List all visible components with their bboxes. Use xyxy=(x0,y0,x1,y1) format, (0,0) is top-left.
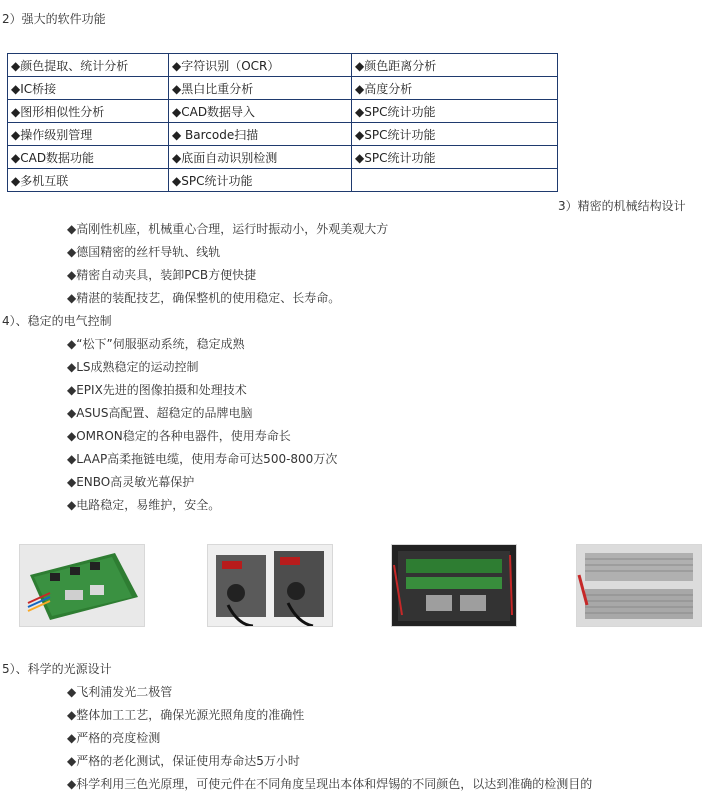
mechanical-item: ◆精密自动夹具，装卸PCB方便快捷 xyxy=(67,268,257,282)
electrical-item: ◆OMRON稳定的各种电器件，使用寿命长 xyxy=(67,429,291,443)
table-cell: ◆CAD数据导入 xyxy=(169,100,352,123)
electrical-item: ◆“松下”伺服驱动系统，稳定成熟 xyxy=(67,337,245,351)
table-cell xyxy=(352,169,558,192)
light-source-item: ◆严格的亮度检测 xyxy=(67,731,161,745)
table-cell: ◆颜色提取、统计分析 xyxy=(8,54,169,77)
electrical-item: ◆LAAP高柔拖链电缆，使用寿命可达500-800万次 xyxy=(67,452,338,466)
table-cell: ◆SPC统计功能 xyxy=(352,100,558,123)
table-cell: ◆操作级别管理 xyxy=(8,123,169,146)
table-cell: ◆颜色距离分析 xyxy=(352,54,558,77)
section-2-title: 2）强大的软件功能 xyxy=(2,12,106,26)
table-cell: ◆IC桥接 xyxy=(8,77,169,100)
table-cell: ◆CAD数据功能 xyxy=(8,146,169,169)
table-cell: ◆SPC统计功能 xyxy=(169,169,352,192)
mechanical-item: ◆德国精密的丝杆导轨、线轨 xyxy=(67,245,221,259)
table-row xyxy=(8,169,558,192)
mechanical-item: ◆精湛的装配技艺，确保整机的使用稳定、长寿命。 xyxy=(67,291,341,305)
table-cell: ◆黑白比重分析 xyxy=(169,77,352,100)
electrical-item: ◆LS成熟稳定的运动控制 xyxy=(67,360,199,374)
section-3-title: 3）精密的机械结构设计 xyxy=(558,199,686,213)
table-cell: ◆底面自动识别检测 xyxy=(169,146,352,169)
table-cell: ◆高度分析 xyxy=(352,77,558,100)
electrical-item: ◆EPIX先进的图像拍摄和处理技术 xyxy=(67,383,247,397)
control-panel-photo xyxy=(391,544,517,627)
electrical-item: ◆ENBO高灵敏光幕保护 xyxy=(67,475,195,489)
section-4-title: 4）、稳定的电气控制 xyxy=(2,314,112,328)
section-5-title: 5）、科学的光源设计 xyxy=(2,662,112,676)
table-row xyxy=(8,100,558,123)
light-source-item: ◆严格的老化测试，保证使用寿命达5万小时 xyxy=(67,754,300,768)
electrical-item: ◆电路稳定，易维护，安全。 xyxy=(67,498,221,512)
power-supplies-photo xyxy=(576,544,702,627)
table-cell: ◆ Barcode扫描 xyxy=(169,123,352,146)
light-source-item: ◆科学利用三色光原理，可使元件在不同角度呈现出本体和焊锡的不同颜色，以达到准确的检测目的 xyxy=(67,777,593,791)
table-cell: ◆SPC统计功能 xyxy=(352,123,558,146)
circuit-board-photo xyxy=(19,544,145,627)
light-source-item: ◆整体加工工艺，确保光源光照角度的准确性 xyxy=(67,708,305,722)
electrical-item: ◆ASUS高配置、超稳定的品牌电脑 xyxy=(67,406,253,420)
mechanical-item: ◆高刚性机座，机械重心合理，运行时振动小，外观美观大方 xyxy=(67,222,389,236)
table-cell: ◆字符识别（OCR） xyxy=(169,54,352,77)
table-row xyxy=(8,146,558,169)
table-row xyxy=(8,54,558,77)
table-cell: ◆SPC统计功能 xyxy=(352,146,558,169)
table-cell: ◆图形相似性分析 xyxy=(8,100,169,123)
light-source-item: ◆飞利浦发光二极管 xyxy=(67,685,173,699)
features-table xyxy=(7,53,558,192)
table-row xyxy=(8,77,558,100)
servo-drives-photo xyxy=(207,544,333,627)
table-cell: ◆多机互联 xyxy=(8,169,169,192)
table-row xyxy=(8,123,558,146)
